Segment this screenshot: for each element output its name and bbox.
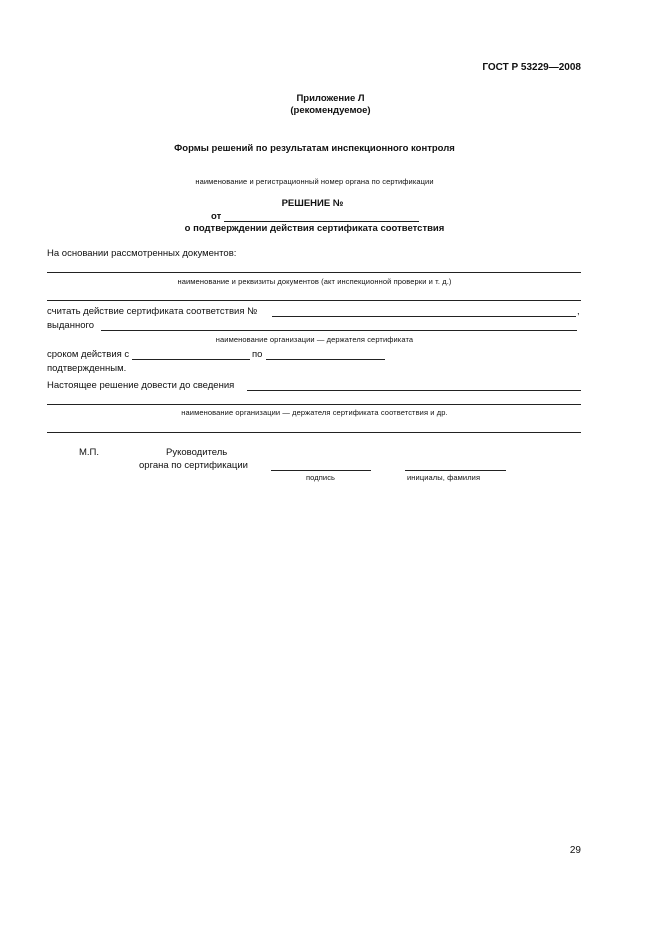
stamp-label: М.П. [79, 447, 100, 458]
basis-text: На основании рассмотренных документов: [47, 248, 237, 259]
validity-until-line [266, 359, 385, 360]
validity-text: сроком действия с [47, 349, 130, 360]
caption-holder-etc: наименование организации — держателя сертификата соответствия и др. [181, 408, 448, 417]
caption-holder: наименование организации — держателя сертификата [215, 335, 414, 344]
head-title-line2: органа по сертификации [139, 460, 248, 471]
appendix-subtitle: (рекомендуемое) [290, 105, 371, 116]
decision-from-label: от [211, 211, 222, 222]
caption-org: наименование и регистрационный номер органа по сертификации [195, 177, 434, 186]
notify-text: Настоящее решение довести до сведения [47, 380, 235, 391]
page-number: 29 [569, 845, 581, 856]
caption-signature: подпись [306, 473, 336, 482]
doc-code: ГОСТ Р 53229—2008 [482, 62, 581, 73]
main-title: Формы решений по результатам инспекционного контроля [174, 143, 455, 154]
docs-line [47, 272, 581, 273]
notify-line-3 [47, 432, 581, 433]
issued-text: выданного [47, 320, 95, 331]
confirmed-text: подтвержденным. [47, 363, 127, 374]
comma: , [577, 306, 580, 317]
issued-line [101, 330, 577, 331]
appendix-title: Приложение Л [296, 93, 365, 104]
certificate-number-line [272, 316, 576, 317]
notify-line-2 [47, 404, 581, 405]
docs-line-2 [47, 300, 581, 301]
until-text: по [252, 349, 263, 360]
name-line [405, 470, 506, 471]
notify-line [247, 390, 581, 391]
caption-name: инициалы, фамилия [407, 473, 481, 482]
validity-from-line [132, 359, 250, 360]
decision-about: о подтверждении действия сертификата соответствия [184, 223, 445, 234]
caption-docs: наименование и реквизиты документов (акт инспекционной проверки и т. д.) [177, 277, 452, 286]
head-title-line1: Руководитель [166, 447, 228, 458]
decision-date-line [224, 221, 419, 222]
signature-line [271, 470, 371, 471]
decision-title: РЕШЕНИЕ № [281, 198, 344, 209]
consider-text: считать действие сертификата соответствия № [47, 306, 258, 317]
